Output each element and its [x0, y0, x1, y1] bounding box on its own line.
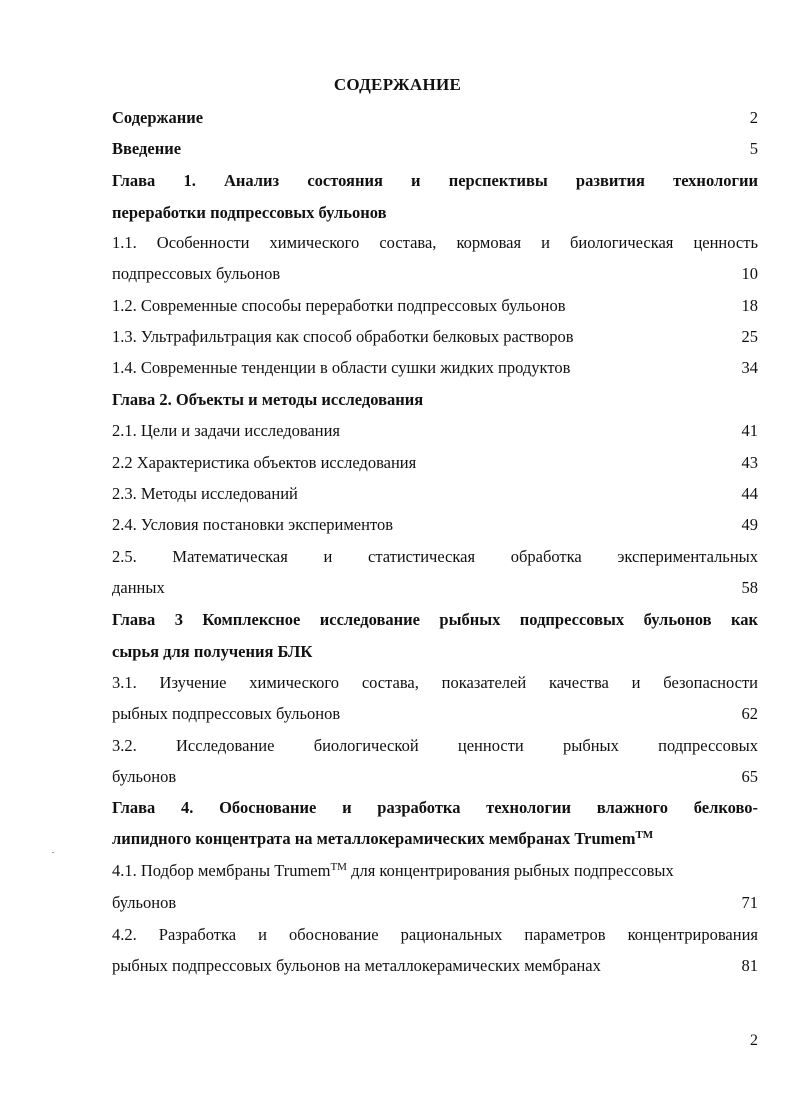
toc-entry-text: бульонов	[112, 893, 177, 912]
toc-chapter-heading-line[interactable]: Глава 3 Комплексное исследование рыбных подпрессовых бульонов как	[112, 610, 758, 629]
toc-page-number: 41	[741, 421, 758, 440]
toc-entry-line[interactable]: 1.1. Особенности химического состава, кормовая и биологическая ценность	[112, 233, 758, 252]
toc-chapter-heading-line[interactable]: Глава 1. Анализ состояния и перспективы развития технологии	[112, 171, 758, 190]
toc-entry-text: 2.3. Методы исследований	[112, 484, 298, 503]
toc-entry-text: рыбных подпрессовых бульонов	[112, 704, 341, 723]
toc-entry[interactable]	[112, 767, 758, 787]
toc-entry-text: Введение	[112, 139, 182, 158]
toc-page-number: 81	[741, 956, 758, 975]
toc-entry[interactable]	[112, 421, 758, 441]
toc-entry-text: 1.4. Современные тенденции в области сушки жидких продуктов	[112, 358, 571, 377]
toc-entry[interactable]	[112, 139, 758, 159]
toc-entry-text: бульонов	[112, 767, 177, 786]
toc-entry[interactable]	[112, 704, 758, 724]
toc-page-number: 2	[749, 108, 758, 127]
toc-page-number: 62	[741, 704, 758, 723]
toc-entry[interactable]	[112, 578, 758, 598]
toc-entry[interactable]	[112, 327, 758, 347]
toc-entry[interactable]	[112, 358, 758, 378]
toc-page-number: 44	[741, 484, 758, 503]
toc-entry-text: 2.4. Условия постановки экспериментов	[112, 515, 393, 534]
toc-chapter-heading-line[interactable]	[112, 829, 758, 849]
toc-entry[interactable]	[112, 108, 758, 128]
toc-entry-line[interactable]: 3.1. Изучение химического состава, показателей качества и безопасности	[112, 673, 758, 692]
toc-entry-line[interactable]: 2.5. Математическая и статистическая обработка экспериментальных	[112, 547, 758, 566]
toc-entry-text: данных	[112, 578, 165, 597]
toc-page-number: 58	[741, 578, 758, 597]
toc-page-number: 18	[741, 296, 758, 315]
page-title: СОДЕРЖАНИЕ	[333, 75, 462, 94]
toc-entry-text: 1.2. Современные способы переработки подпрессовых бульонов	[112, 296, 566, 315]
toc-entry-text: Содержание	[112, 108, 204, 127]
toc-page-number: 43	[741, 453, 758, 472]
toc-entry[interactable]	[112, 264, 758, 284]
toc-entry-text: 2.2 Характеристика объектов исследования	[112, 453, 417, 472]
toc-entry-text: рыбных подпрессовых бульонов на металлокерамических мембранах	[112, 956, 601, 975]
toc-page-number: 71	[741, 893, 758, 912]
toc-page-number: 25	[741, 327, 758, 346]
trademark-superscript: TM	[330, 861, 347, 873]
toc-page-number: 49	[741, 515, 758, 534]
toc-entry[interactable]	[112, 956, 758, 976]
toc-page-number: 5	[749, 139, 758, 158]
toc-entry[interactable]	[112, 296, 758, 316]
toc-entry[interactable]	[112, 515, 758, 535]
toc-entry[interactable]	[112, 893, 758, 913]
toc-page-number: 10	[741, 264, 758, 283]
toc-chapter-heading-line[interactable]: сырья для получения БЛК	[112, 642, 313, 661]
toc-chapter-heading-line[interactable]: Глава 4. Обоснование и разработка технологии влажного белково-	[112, 798, 758, 817]
toc-entry-line[interactable]	[112, 861, 758, 881]
trademark-superscript: TM	[635, 829, 654, 841]
toc-entry-text: липидного концентрата на металлокерамических мембранах Trumem	[112, 829, 636, 848]
toc-page-number: 65	[741, 767, 758, 786]
toc-entry-text: 4.1. Подбор мембраны Trumem™ для концентрирования рыбных подпрессовых	[112, 861, 674, 880]
toc-chapter-heading[interactable]: Глава 2. Объекты и методы исследования	[112, 390, 424, 409]
toc-entry-text: 1.3. Ультрафильтрация как способ обработки белковых растворов	[112, 327, 574, 346]
toc-entry-text: 2.1. Цели и задачи исследования	[112, 421, 341, 440]
scan-speck	[52, 852, 54, 853]
footer-page-number: 2	[750, 1032, 758, 1049]
toc-entry-text: подпрессовых бульонов	[112, 264, 281, 283]
toc-entry[interactable]	[112, 484, 758, 504]
toc-entry-line[interactable]: 4.2. Разработка и обоснование рациональных параметров концентрирования	[112, 925, 758, 944]
toc-chapter-heading-line[interactable]: переработки подпрессовых бульонов	[112, 203, 387, 222]
toc-entry[interactable]	[112, 453, 758, 473]
toc-entry-line[interactable]: 3.2. Исследование биологической ценности рыбных подпрессовых	[112, 736, 758, 755]
toc-page-number: 34	[741, 358, 758, 377]
